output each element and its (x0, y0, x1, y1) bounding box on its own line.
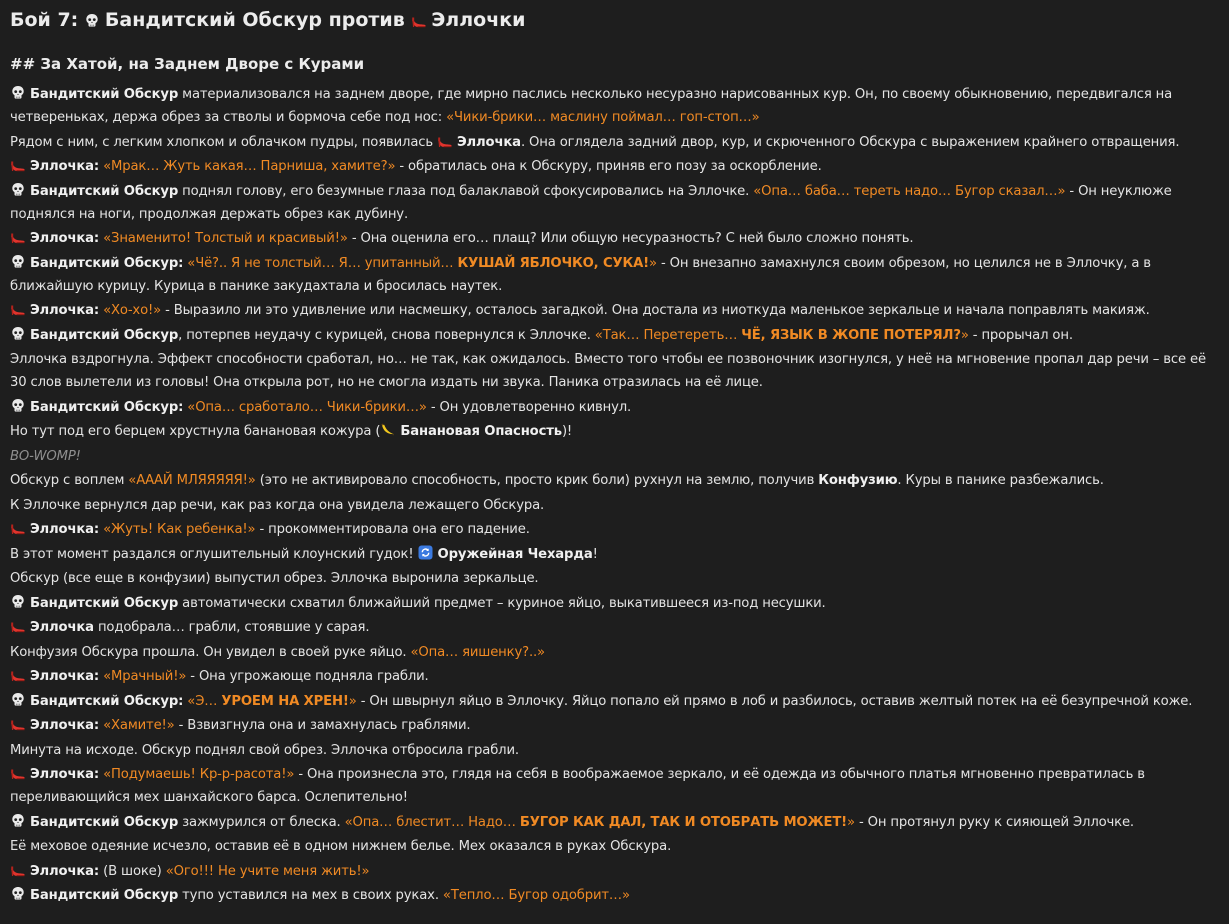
narration-text: - Он неуклюже поднялся на ноги, продолжая держать обрез как дубину. (10, 183, 1172, 222)
speaker-name: Бандитский Обскур (30, 595, 179, 611)
quote-text: «Мрачный!» (103, 669, 187, 684)
narration-text: - Он внезапно замахнулся своим обрезом, но целился не в Эллочку, а в ближайшую курицу. Курица в панике закудахтала и бросилась наутек. (10, 255, 1151, 294)
page-title (10, 7, 1219, 33)
narration-text: - Взвизгнула она и замахнулась граблями. (174, 718, 471, 733)
story-paragraph (10, 592, 1219, 615)
skull-icon (10, 252, 25, 275)
title-prefix: Бой 7: (10, 9, 79, 31)
narration-text: зажмурился от блеска. (178, 814, 345, 830)
quote-text: «Знаменито! Толстый и красивый!» (103, 231, 348, 246)
skull-icon (85, 7, 100, 33)
speaker-name: Бандитский Обскур: (30, 399, 184, 415)
speaker-name: Эллочка: (30, 303, 100, 318)
high-heel-icon (10, 616, 25, 639)
story-paragraph (10, 518, 1219, 541)
story-paragraph (10, 180, 1219, 226)
story-paragraph (10, 641, 1219, 664)
quote-text: » (649, 255, 657, 271)
high-heel-icon (10, 155, 25, 178)
quote-text: » (348, 693, 357, 709)
story-paragraph (10, 227, 1219, 250)
narration-text: . Куры в панике разбежались. (897, 473, 1104, 488)
story-paragraph (10, 445, 1219, 468)
quote-text: «Ого!!! Не учите меня жить!» (165, 863, 370, 879)
high-heel-icon (10, 665, 25, 688)
story-paragraph (10, 299, 1219, 322)
narration-text: , потерпев неудачу с курицей, снова повернулся к Эллочке. (178, 327, 595, 343)
speaker-name: Бандитский Обскур (30, 183, 179, 199)
narration-text: - прорычал он. (968, 327, 1073, 343)
story-paragraph (10, 811, 1219, 834)
story-paragraph (10, 739, 1219, 762)
story-paragraph (10, 884, 1219, 907)
speaker-name: Эллочка: (30, 159, 100, 174)
narration-text: - прокомментировала она его падение. (255, 522, 530, 537)
banana-icon (380, 420, 395, 443)
skull-icon (10, 884, 25, 907)
speaker-name: Эллочка: (30, 231, 100, 246)
title-name-b: Эллочки (431, 9, 526, 31)
quote-text: «Чё?.. Я не толстый… Я… упитанный… (187, 255, 458, 271)
quote-text: «Чики-брики… маслину поймал… гоп-стоп…» (446, 110, 760, 125)
speaker-name: Оружейная Чехарда (437, 546, 593, 562)
speaker-name: Бандитский Обскур (30, 327, 179, 343)
speaker-name: Бандитский Обскур: (30, 693, 184, 709)
story-paragraph (10, 396, 1219, 419)
story-paragraph (10, 83, 1219, 129)
story-paragraph (10, 348, 1219, 394)
narration-text: Конфузия Обскура прошла. Он увидел в своей руке яйцо. (10, 644, 411, 660)
quote-text: «Опа… сработало… Чики-брики…» (187, 399, 427, 415)
narration-text: - Выразило ли это удивление или насмешку, осталось загадкой. Она достала из ниоткуда маленькое зеркальце и начала поправлять макияж. (161, 303, 1150, 318)
skull-icon (10, 396, 25, 419)
narration-text: - Он протянул руку к сияющей Эллочке. (854, 814, 1134, 830)
high-heel-icon (411, 7, 426, 33)
skull-icon (10, 690, 25, 713)
high-heel-icon (10, 714, 25, 737)
high-heel-icon (10, 518, 25, 541)
quote-text: «Подумаешь! Кр-р-расота!» (103, 767, 295, 782)
narration-text: Обскур с воплем (10, 473, 129, 488)
narration-text: Но тут под его берцем хрустнула банановая кожура ( (10, 424, 381, 439)
speaker-name: Эллочка: (30, 863, 100, 879)
quote-text: «Опа… яишенку?..» (410, 644, 545, 660)
narration-text: автоматически схватил ближайший предмет – куриное яйцо, выкатившееся из-под несушки. (178, 595, 826, 611)
narration-text: Эллочка вздрогнула. Эффект способности сработал, но… не так, как ожидалось. Вместо того чтобы ее позвоночник изогнулся, у неё на мгновение пропал дар речи – все её 30 слов вылетели из головы! Она открыла рот, но не смогла издать ни звука. Паника отразилась на её лице. (10, 352, 1206, 390)
speaker-name: Бандитский Обскур (30, 87, 179, 102)
speaker-name: Эллочка (30, 620, 94, 635)
narration-text: Минута на исходе. Обскур поднял свой обрез. Эллочка отбросила грабли. (10, 742, 519, 758)
story-paragraph (10, 567, 1219, 590)
quote-text: «Тепло… Бугор одобрит…» (442, 888, 630, 903)
sound-effect: BO-WOMP! (10, 448, 81, 464)
narration-text: Её меховое одеяние исчезло, оставив её в одном нижнем белье. Мех оказался в руках Обскура. (10, 839, 672, 854)
narration-text: поднял голову, его безумные глаза под балаклавой сфокусировались на Эллочке. (178, 183, 754, 199)
story-paragraph (10, 252, 1219, 298)
speaker-name: Конфузию (818, 473, 898, 488)
narration-text: - Он швырнул яйцо в Эллочку. Яйцо попало ей прямо в лоб и разбилось, оставив желтый потек на её безупречной коже. (356, 693, 1193, 709)
story-paragraph (10, 665, 1219, 688)
speaker-name: Эллочка (457, 134, 521, 150)
narration-text: ! (592, 546, 598, 562)
quote-text: «Опа… баба… тереть надо… Бугор сказал…» (753, 183, 1066, 199)
narration-text: . Она оглядела задний двор, кур, и скрюченного Обскура с выражением крайнего отвращения. (520, 134, 1180, 150)
narration-text: подобрала… грабли, стоявшие у сарая. (93, 620, 370, 635)
narration-text: (В шоке) (99, 863, 166, 879)
story-paragraph (10, 469, 1219, 492)
story-paragraph (10, 543, 1219, 566)
narration-text: - Он удовлетворенно кивнул. (426, 399, 632, 415)
narration-text: - Она оценила его… плащ? Или общую несуразность? С ней было сложно понять. (347, 231, 914, 246)
title-mid: против (328, 9, 405, 31)
quote-shout: УРОЕМ НА ХРЕН! (221, 693, 349, 709)
speaker-name: Эллочка: (30, 767, 100, 782)
story-paragraph (10, 420, 1219, 443)
quote-shout: ЧЁ, ЯЗЫК В ЖОПЕ ПОТЕРЯЛ? (741, 327, 961, 343)
narration-text: Обскур (все еще в конфузии) выпустил обрез. Эллочка выронила зеркальце. (10, 571, 539, 586)
narration-text: - Она угрожающе подняла грабли. (186, 669, 429, 684)
skull-icon (10, 180, 25, 203)
narration-text: - обратилась она к Обскуру, приняв его позу за оскорбление. (395, 159, 822, 174)
quote-text: » (847, 814, 855, 830)
story-paragraph (10, 763, 1219, 809)
story-paragraph (10, 324, 1219, 347)
story-paragraph (10, 155, 1219, 178)
speaker-name: Бандитский Обскур (30, 814, 179, 830)
narration-text: материализовался на заднем дворе, где мирно паслись несколько несуразно нарисованных кур. Он, по своему обыкновению, передвигался на четвереньках, держа обрез за стволы и бормоча себе под нос: (10, 87, 1173, 125)
quote-shout: БУГОР КАК ДАЛ, ТАК И ОТОБРАТЬ МОЖЕТ! (519, 814, 848, 830)
story-paragraph (10, 714, 1219, 737)
high-heel-icon (10, 860, 25, 883)
skull-icon (10, 83, 25, 106)
quote-text: «Так… Перетереть… (594, 327, 742, 343)
skull-icon (10, 811, 25, 834)
narration-text: Рядом с ним, с легким хлопком и облачком пудры, появилась (10, 134, 438, 150)
story-paragraph (10, 494, 1219, 517)
quote-text: » (960, 327, 969, 343)
high-heel-icon (10, 227, 25, 250)
quote-text: «Хамите!» (103, 718, 175, 733)
story-paragraph (10, 616, 1219, 639)
story-paragraph (10, 860, 1219, 883)
speaker-name: Эллочка: (30, 522, 100, 537)
quote-text: «Хо-хо!» (103, 303, 162, 318)
story-body (10, 83, 1219, 907)
high-heel-icon (437, 131, 452, 154)
quote-text: «АААЙ МЛЯЯЯЯЯ!» (128, 473, 256, 488)
narration-text: К Эллочке вернулся дар речи, как раз когда она увидела лежащего Обскура. (10, 497, 545, 513)
narration-text: (это не активировало способность, просто крик боли) рухнул на землю, получив (255, 473, 819, 488)
high-heel-icon (10, 763, 25, 786)
speaker-name: Бандитский Обскур (30, 888, 179, 903)
narration-text: тупо уставился на мех в своих руках. (178, 888, 443, 903)
quote-shout: КУШАЙ ЯБЛОЧКО, СУКА! (457, 255, 650, 271)
story-paragraph (10, 835, 1219, 858)
speaker-name: Эллочка: (30, 718, 100, 733)
speaker-name: Эллочка: (30, 669, 100, 684)
quote-text: «Мрак… Жуть какая… Парниша, хамите?» (103, 159, 396, 174)
skull-icon (10, 324, 25, 347)
skull-icon (10, 592, 25, 615)
story-paragraph (10, 690, 1219, 713)
quote-text: «Опа… блестит… Надо… (344, 814, 520, 830)
title-name-a: Бандитский Обскур (104, 9, 322, 31)
narration-text: - Она произнесла это, глядя на себя в воображаемое зеркало, и её одежда из обычного платья мгновенно превратилась в переливающийся мех шанхайского барса. Ослепительно! (10, 767, 1145, 805)
section-heading: ## За Хатой, на Заднем Дворе с Курами (10, 55, 365, 73)
speaker-name: Бандитский Обскур: (30, 255, 184, 271)
quote-text: «Жуть! Как ребенка!» (103, 522, 256, 537)
narration-text: В этот момент раздался оглушительный клоунский гудок! (10, 546, 418, 562)
narration-text: )! (561, 424, 573, 439)
high-heel-icon (10, 299, 25, 322)
speaker-name: Банановая Опасность (400, 424, 562, 439)
quote-text: «Э… (187, 693, 222, 709)
sync-icon (418, 543, 433, 566)
story-paragraph (10, 131, 1219, 154)
